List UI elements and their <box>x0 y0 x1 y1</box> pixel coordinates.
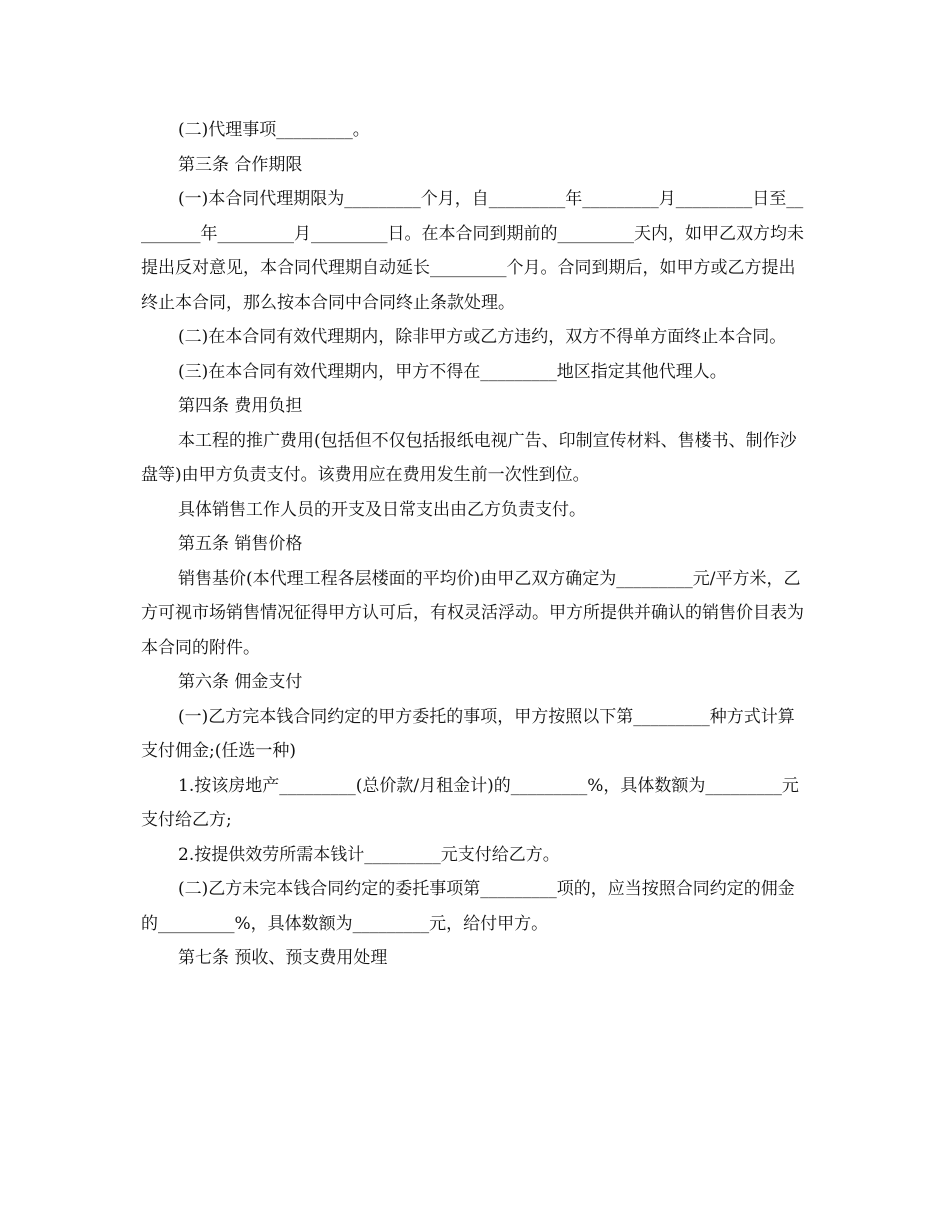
article-7-heading: 第七条 预收、预支费用处理 <box>178 948 388 968</box>
article-3-exclusive-region-paragraph: (三)在本合同有效代理期内，甲方不得在_________地区指定其他代理人。 <box>178 361 727 382</box>
document-body <box>141 113 811 976</box>
article-3-term-paragraph: (一)本合同代理期限为_________个月，自_________年_________月_________日至_________年_________月_________日。在本合同到期前的_________天内，如甲乙双方均未提出反对意见，本合同代理期自动延长_________个月。合同到期后，如甲方或乙方提出终止本合同，那么按本合同中合同终止条款处理。 <box>141 189 804 313</box>
article-4-promotion-cost-paragraph: 本工程的推广费用(包括但不仅包括报纸电视广告、印制宣传材料、售楼书、制作沙盘等)由甲方负责支付。该费用应在费用发生前一次性到位。 <box>141 430 797 485</box>
article-6-option-1: 1.按该房地产_________(总价款/月租金计)的_________%，具体数额为_________元支付给乙方; <box>141 775 799 830</box>
article-5-heading: 第五条 销售价格 <box>178 534 303 554</box>
clause-2-agency-matters: (二)代理事项_________。 <box>178 120 370 140</box>
article-3-no-termination-paragraph: (二)在本合同有效代理期内，除非甲方或乙方违约，双方不得单方面终止本合同。 <box>178 327 787 347</box>
article-6-option-2: 2.按提供效劳所需本钱计_________元支付给乙方。 <box>178 844 560 865</box>
article-4-heading: 第四条 费用负担 <box>178 396 303 416</box>
article-3-heading: 第三条 合作期限 <box>178 154 303 175</box>
article-4-staff-cost-paragraph: 具体销售工作人员的开支及日常支出由乙方负责支付。 <box>178 499 586 520</box>
article-5-base-price-paragraph: 销售基价(本代理工程各层楼面的平均价)由甲乙双方确定为_________元/平方米，乙方可视市场销售情况征得甲方认可后，有权灵活浮动。甲方所提供并确认的销售价目表为本合同的附件。 <box>141 568 804 658</box>
article-6-commission-method-paragraph: (一)乙方完本钱合同约定的甲方委托的事项，甲方按照以下第_________种方式计算支付佣金;(任选一种) <box>141 706 795 761</box>
article-6-incomplete-paragraph: (二)乙方未完本钱合同约定的委托事项第_________项的，应当按照合同约定的佣金的_________%，具体数额为_________元，给付甲方。 <box>141 879 795 934</box>
article-6-heading: 第六条 佣金支付 <box>178 672 303 692</box>
